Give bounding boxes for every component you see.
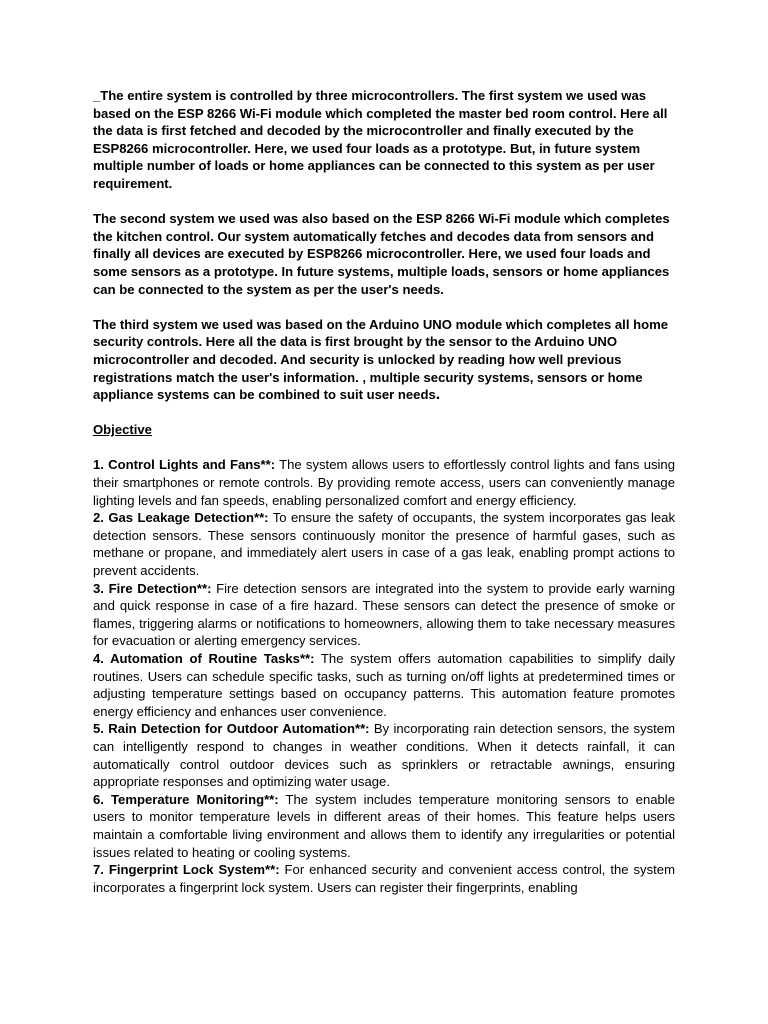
objective-list bbox=[93, 456, 675, 896]
objective-title: 5. Rain Detection for Outdoor Automation**: bbox=[93, 721, 370, 737]
objective-item bbox=[93, 720, 675, 790]
objective-text: For enhanced security and convenient access control, the system incorporates a fingerprint lock system. Users can register their fingerprints, enabling bbox=[93, 862, 675, 895]
objective-title: 7. Fingerprint Lock System**: bbox=[93, 862, 280, 878]
objective-title: 1. Control Lights and Fans**: bbox=[93, 457, 276, 473]
objective-item bbox=[93, 456, 675, 509]
objective-title: 2. Gas Leakage Detection**: bbox=[93, 510, 269, 526]
objective-heading: Objective bbox=[93, 422, 152, 438]
objective-item bbox=[93, 580, 675, 650]
objective-text: The system includes temperature monitoring sensors to enable users to monitor temperature levels in different areas of their homes. This feature helps users maintain a comfortable living environment and allows them to identify any irregularities or potential issues related to heating or cooling systems. bbox=[93, 791, 675, 860]
paragraph-first-system: _The entire system is controlled by three microcontrollers. The first system we used was based on the ESP 8266 Wi-Fi module which completed the master bed room control. Here all the data is first fetched and decoded by the microcontroller and finally executed by the ESP8266 microcontroller. Here, we used four loads as a prototype. But, in future system multiple number of loads or home appliances can be connected to this system as per user requirement. bbox=[93, 88, 668, 191]
objective-text: Fire detection sensors are integrated into the system to provide early warning and quick response in case of a fire hazard. These sensors can detect the presence of smoke or flames, triggering alarms or notifications to homeowners, allowing them to take necessary measures for evacuation or alerting emergency services. bbox=[93, 580, 675, 649]
document-page bbox=[93, 87, 675, 896]
objective-text: To ensure the safety of occupants, the system incorporates gas leak detection sensors. These sensors continuously monitor the presence of harmful gases, such as methane or propane, and immediately alert users in case of a gas leak, enabling prompt actions to prevent accidents. bbox=[93, 510, 675, 579]
objective-item bbox=[93, 509, 675, 579]
objective-title: 4. Automation of Routine Tasks**: bbox=[93, 651, 315, 666]
objective-text: By incorporating rain detection sensors, the system can intelligently respond to changes in weather conditions. When it detects rainfall, it can automatically control outdoor devices such as sprinklers or retractable awnings, ensuring appropriate responses and optimizing water usage. bbox=[93, 721, 676, 790]
paragraph-second-system: The second system we used was also based on the ESP 8266 Wi-Fi module which completes the kitchen control. Our system automatically fetches and decodes data from sensors and finally all devices are executed by ESP8266 microcontroller. Here, we used four loads and some sensors as a prototype. In future systems, multiple loads, sensors or home appliances can be connected to the system as per the user's needs. bbox=[93, 211, 670, 297]
paragraph-third-system bbox=[93, 316, 675, 404]
paragraph-third-system-period: . bbox=[435, 386, 441, 404]
objective-item bbox=[93, 791, 675, 861]
objective-item bbox=[93, 861, 675, 896]
objective-text: The system offers automation capabilities to simplify daily routines. Users can schedule specific tasks, such as turning on/off lights at predetermined times or adjusting temperature settings based on occupancy patterns. This automation feature promotes energy efficiency and enhances user convenience. bbox=[93, 651, 676, 719]
objective-text: The system allows users to effortlessly control lights and fans using their smartphones or remote controls. By providing remote access, users can conveniently manage lighting levels and fan speeds, enabling personalized comfort and energy efficiency. bbox=[93, 457, 675, 508]
paragraph-third-system-text: The third system we used was based on the Arduino UNO module which completes all home security controls. Here all the data is first brought by the sensor to the Arduino UNO microcontroller and decoded. And security is unlocked by reading how well previous registrations match the user's information. , multiple security systems, sensors or home appliance systems can be combined to suit user needs bbox=[93, 316, 669, 403]
objective-title: 6. Temperature Monitoring**: bbox=[93, 791, 279, 807]
objective-item bbox=[93, 650, 675, 720]
objective-title: 3. Fire Detection**: bbox=[93, 580, 212, 596]
